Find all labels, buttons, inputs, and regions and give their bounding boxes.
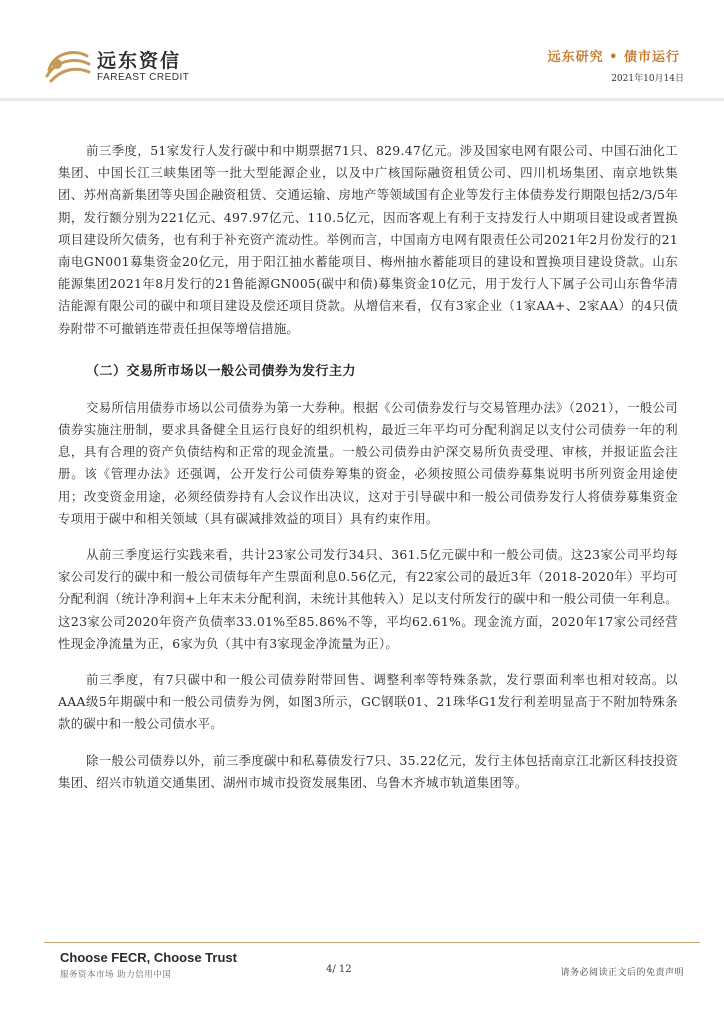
header-divider <box>0 98 724 101</box>
section-heading: （二）交易所市场以一般公司债券为发行主力 <box>86 363 357 379</box>
paragraph-regulation: 交易所信用债券市场以公司债券为第一大券种。根据《公司债券发行与交易管理办法》（2021），一般公司债券实施注册制，要求具备健全且运行良好的组织机构，最近三年平均可分配利润足以支付公司债券一年的利息，具有合理的资产负债结构和正常的现金流量。一般公司债券由沪深交易所负责受理、审核，并报证监会注册。该《管理办法》还强调，公开发行公司债券筹集的资金，必须按照公司债券募集说明书所列资金用途使用；改变资金用途，必须经债券持有人会议作出决议，这对于引导碳中和一般公司债券发行人将债券募集资金专项用于碳中和相关领域（具有碳减排效益的项目）具有约束作用。 <box>58 399 678 526</box>
brand-name-en: FAREAST CREDIT <box>97 72 190 83</box>
brand-name-cn: 远东资信 <box>97 50 182 72</box>
paragraph-mtn: 前三季度，51家发行人发行碳中和中期票据71只、829.47亿元。涉及国家电网有限公司、中国石油化工集团、中国长江三峡集团等一批大型能源企业，以及中广核国际融资租赁公司、四川机场集团、南京地铁集团、苏州高新集团等央国企融资租赁、交通运输、房地产等领域国有企业等发行主体债券发行期限包括2/3/5年期，发行额分别为221亿元、497.97亿元、110.5亿元，因而客观上有利于支持发行人中期项目建设或者置换项目建设所欠债务，也有利于补充资产流动性。举例而言，中国南方电网有限责任公司2021年2月份发行的21南电GN001募集资金20亿元，用于阳江抽水蓄能项目、梅州抽水蓄能项目的建设和置换项目建设贷款。山东能源集团2021年8月发行的21鲁能源GN005(碳中和债)募集资金10亿元，用于发行人下属子公司山东鲁华清洁能源有限公司的碳中和项目建设及偿还项目贷款。从增信来看，仅有3家企业（1家AA+、2家AA）的4只债券附带不可撤销连带责任担保等增信措施。 <box>58 143 678 336</box>
footer-brand: Choose FECR, Choose Trust <box>60 950 237 965</box>
report-series: 远东研究 • 债市运行 <box>547 50 680 65</box>
article-body <box>58 140 678 794</box>
report-date: 2021年10月14日 <box>611 74 684 84</box>
paragraph-special-terms: 前三季度，有7只碳中和一般公司债券附带回售、调整利率等特殊条款，发行票面利率也相对较高。以AAA级5年期碳中和一般公司债券为例，如图3所示，GC钢联01、21珠华G1发行利差明显高于不附加特殊条款的碳中和一般公司债水平。 <box>58 672 678 732</box>
disclaimer-note: 请务必阅读正文后的免责声明 <box>560 968 684 978</box>
paragraph-private-bonds: 除一般公司债券以外，前三季度碳中和私募债发行7只、35.22亿元，发行主体包括南京江北新区科技投资集团、绍兴市轨道交通集团、湖州市城市投资发展集团、乌鲁木齐城市轨道集团等。 <box>58 752 678 790</box>
page-number: 4/ 12 <box>326 964 352 975</box>
page-header <box>0 0 724 100</box>
fareast-credit-logo-icon <box>43 44 93 84</box>
footer-slogan: 服务资本市场 助力信用中国 <box>60 970 172 980</box>
paragraph-practice: 从前三季度运行实践来看，共计23家公司发行34只、361.5亿元碳中和一般公司债。这23家公司平均每家公司发行的碳中和一般公司债每年产生票面利息0.56亿元，有22家公司的最近3年（2018-2020年）平均可分配利润（统计净利润+上年末未分配利润，未统计其他转入）足以支付所发行的碳中和一般公司债一年利息。这23家公司2020年资产负债率33.01%至85.86%不等，平均62.61%。现金流方面，2020年17家公司经营性现金净流量为正，6家为负（其中有3家现金净流量为正）。 <box>58 547 678 651</box>
footer-divider <box>44 942 700 943</box>
